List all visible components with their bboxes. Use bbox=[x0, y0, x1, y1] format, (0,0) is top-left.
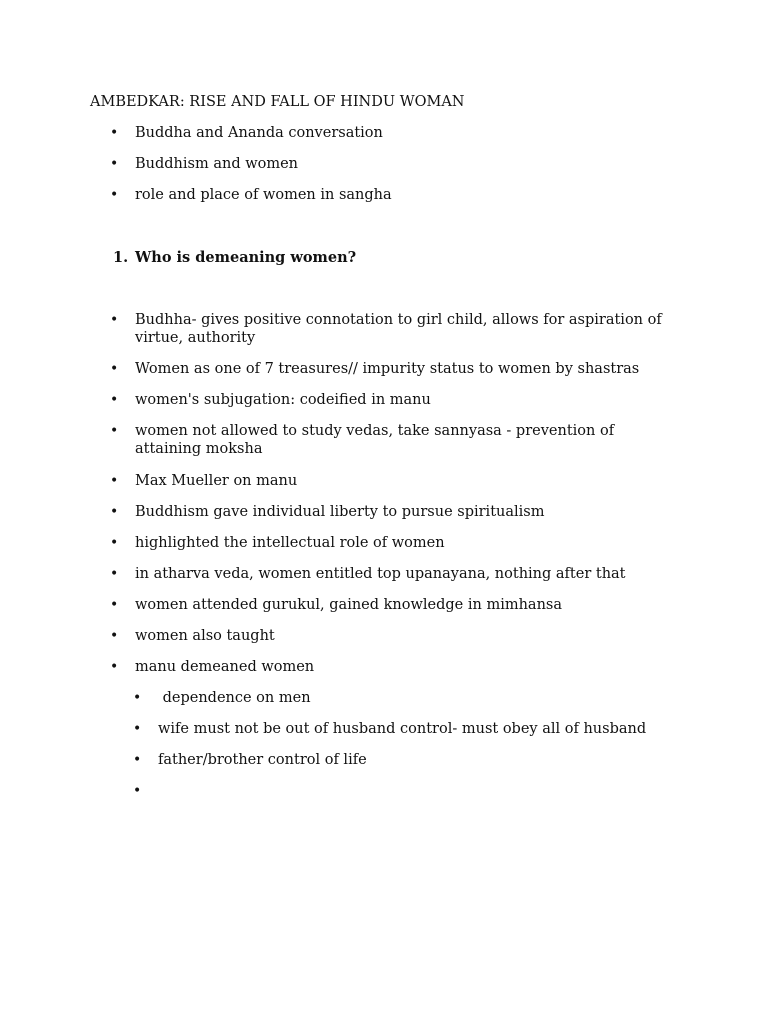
list-item-text: role and place of women in sangha bbox=[135, 187, 392, 203]
bullet-icon: • bbox=[133, 783, 142, 799]
list-item-text: Buddha and Ananda conversation bbox=[135, 125, 383, 141]
sub-list-item-text: dependence on men bbox=[158, 690, 311, 706]
heading-text: Who is demeaning women? bbox=[135, 249, 357, 266]
bullet-icon: • bbox=[110, 628, 119, 644]
bullet-icon: • bbox=[110, 361, 119, 377]
heading-number: 1. bbox=[113, 249, 129, 266]
list-item-text: Buddhism and women bbox=[135, 156, 299, 172]
list-item-text: in atharva veda, women entitled top upanayana, nothing after that bbox=[135, 566, 626, 582]
bullet-icon: • bbox=[110, 156, 119, 172]
bullet-icon: • bbox=[110, 423, 119, 439]
bullet-icon: • bbox=[133, 690, 142, 706]
bullet-icon: • bbox=[110, 125, 119, 141]
list-item-text: Women as one of 7 treasures// impurity status to women by shastras bbox=[135, 361, 640, 377]
bullet-icon: • bbox=[133, 721, 142, 737]
bullet-icon: • bbox=[110, 659, 119, 675]
bullet-icon: • bbox=[110, 312, 119, 328]
list-item-text: highlighted the intellectual role of women bbox=[135, 535, 445, 551]
list-item-text: Budhha- gives positive connotation to girl child, allows for aspiration of virtue, authority bbox=[135, 312, 662, 346]
bullet-icon: • bbox=[110, 597, 119, 613]
list-item-text: manu demeaned women bbox=[135, 659, 315, 675]
bullet-icon: • bbox=[110, 504, 119, 520]
bullet-icon: • bbox=[110, 473, 119, 489]
sub-list-item-text: wife must not be out of husband control- must obey all of husband bbox=[158, 721, 647, 737]
document-title: AMBEDKAR: RISE AND FALL OF HINDU WOMAN bbox=[90, 94, 465, 110]
list-item-text: women attended gurukul, gained knowledge in mimhansa bbox=[135, 597, 563, 613]
bullet-icon: • bbox=[110, 566, 119, 582]
list-item-text: women's subjugation: codeified in manu bbox=[135, 392, 431, 408]
list-item-text: women also taught bbox=[135, 628, 275, 644]
list-item-text: women not allowed to study vedas, take sannyasa - prevention of attaining moksha bbox=[135, 423, 615, 457]
bullet-icon: • bbox=[133, 752, 142, 768]
bullet-icon: • bbox=[110, 187, 119, 203]
list-item-text: Buddhism gave individual liberty to pursue spiritualism bbox=[135, 504, 545, 520]
list-item-text: Max Mueller on manu bbox=[135, 473, 298, 489]
bullet-icon: • bbox=[110, 392, 119, 408]
bullet-icon: • bbox=[110, 535, 119, 551]
sub-list-item-text: father/brother control of life bbox=[158, 752, 367, 768]
